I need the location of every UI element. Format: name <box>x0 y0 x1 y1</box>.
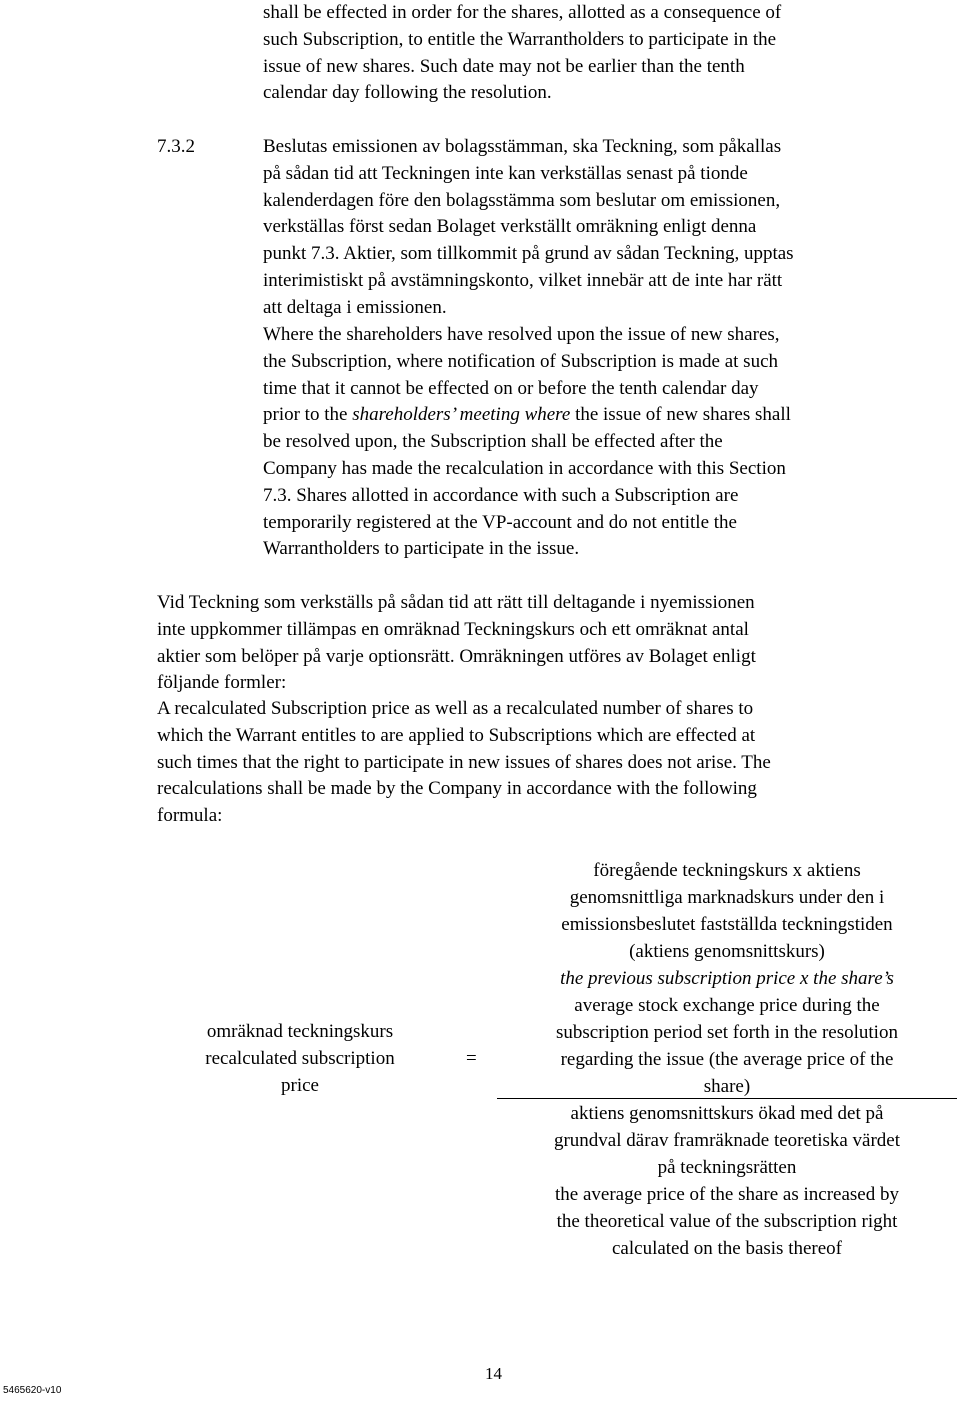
formula-text: recalculated subscription <box>205 1048 395 1069</box>
formula-text: the average price of the share as increased by <box>555 1184 899 1205</box>
text-line: punkt 7.3. Aktier, som tillkommit på grund av sådan Teckning, upptas <box>263 243 794 265</box>
italic-term: shareholders’ meeting where <box>352 404 571 426</box>
formula-text: share) <box>703 1076 751 1097</box>
text-line: be resolved upon, the Subscription shall be effected after the <box>263 431 723 453</box>
text-fragment: prior to the <box>263 404 353 426</box>
formula-text: price <box>281 1075 319 1096</box>
text-line: verkställas först sedan Bolaget verkställt omräkning enligt denna <box>263 216 757 238</box>
text-line: Company has made the recalculation in accordance with this Section <box>263 457 786 479</box>
section-english-text <box>263 322 953 563</box>
section-swedish-text <box>263 134 953 322</box>
text-line: such times that the right to participate in new issues of shares does not arise. The <box>157 751 771 773</box>
formula-text: (aktiens genomsnittskurs) <box>629 941 825 962</box>
top-paragraph <box>263 0 953 107</box>
text-line: issue of new shares. Such date may not be earlier than the tenth <box>263 55 745 77</box>
formula-text: aktiens genomsnittskurs ökad med det på <box>570 1103 884 1124</box>
text-line: Vid Teckning som verkställs på sådan tid att rätt till deltagande i nyemissionen <box>157 592 755 613</box>
text-line: Warrantholders to participate in the issue. <box>263 538 580 560</box>
text-line: Where the shareholders have resolved upon the issue of new shares, <box>263 324 780 345</box>
text-line: calendar day following the resolution. <box>263 82 552 104</box>
equals-sign: = <box>466 1048 477 1069</box>
text-line: recalculations shall be made by the Company in accordance with the following <box>157 778 757 800</box>
text-line: kalenderdagen före den bolagsstämma som beslutar om emissionen, <box>263 189 781 211</box>
formula-left-side <box>165 1018 435 1099</box>
text-line: A recalculated Subscription price as well as a recalculated number of shares to <box>157 698 754 719</box>
text-line: på sådan tid att Teckningen inte kan verkställas senast på tionde <box>263 162 748 184</box>
formula-denominator <box>497 1100 957 1262</box>
text-line: inte uppkommer tillämpas en omräknad Teckningskurs och ett omräknat antal <box>157 618 749 640</box>
formula-text: omräknad teckningskurs <box>206 1021 394 1042</box>
formula-text: regarding the issue (the average price of the <box>560 1049 894 1070</box>
text-line: the Subscription, where notification of Subscription is made at such <box>263 350 779 372</box>
formula-text: genomsnittliga marknadskurs under den i <box>569 887 885 908</box>
text-line-mixed <box>263 402 953 429</box>
formula-text: föregående teckningskurs x aktiens <box>593 860 861 881</box>
text-line: formula: <box>157 805 223 827</box>
formula-text: emissionsbeslutet fastställda teckningstiden <box>561 914 893 935</box>
formula-text-italic: the previous subscription price x the share’s <box>560 968 894 989</box>
text-line: shall be effected in order for the shares, allotted as a consequence of <box>263 2 782 23</box>
paragraph-english <box>157 696 947 830</box>
formula-text: average stock exchange price during the <box>574 995 880 1016</box>
text-line: temporarily registered at the VP-account and do not entitle the <box>263 511 737 533</box>
section-number: 7.3.2 <box>157 136 195 157</box>
text-line: följande formler: <box>157 672 287 694</box>
text-line: time that it cannot be effected on or before the tenth calendar day <box>263 377 759 399</box>
text-line: interimistiskt på avstämningskonto, vilket innebär att de inte har rätt <box>263 269 783 291</box>
text-line: aktier som belöper på varje optionsrätt. Omräkningen utföres av Bolaget enligt <box>157 645 756 667</box>
text-line: such Subscription, to entitle the Warrantholders to participate in the <box>263 28 777 50</box>
text-line: Beslutas emissionen av bolagsstämman, ska Teckning, som påkallas <box>263 136 782 157</box>
fraction-bar <box>497 1098 957 1099</box>
paragraph-swedish <box>157 590 947 697</box>
formula-text: på teckningsrätten <box>657 1157 797 1178</box>
text-fragment: the issue of new shares shall <box>570 404 791 426</box>
formula-numerator <box>497 857 957 1100</box>
text-line: att deltaga i emissionen. <box>263 296 447 318</box>
text-line: 7.3. Shares allotted in accordance with such a Subscription are <box>263 484 739 506</box>
formula-text: subscription period set forth in the resolution <box>556 1022 898 1043</box>
document-id: 5465620-v10 <box>3 1385 62 1396</box>
text-line: which the Warrant entitles to are applied to Subscriptions which are effected at <box>157 724 756 746</box>
page-number: 14 <box>485 1364 502 1383</box>
formula-text: grundval därav framräknade teoretiska värdet <box>553 1130 901 1151</box>
formula-text: calculated on the basis thereof <box>611 1238 842 1259</box>
formula-text: the theoretical value of the subscription right <box>556 1211 898 1232</box>
